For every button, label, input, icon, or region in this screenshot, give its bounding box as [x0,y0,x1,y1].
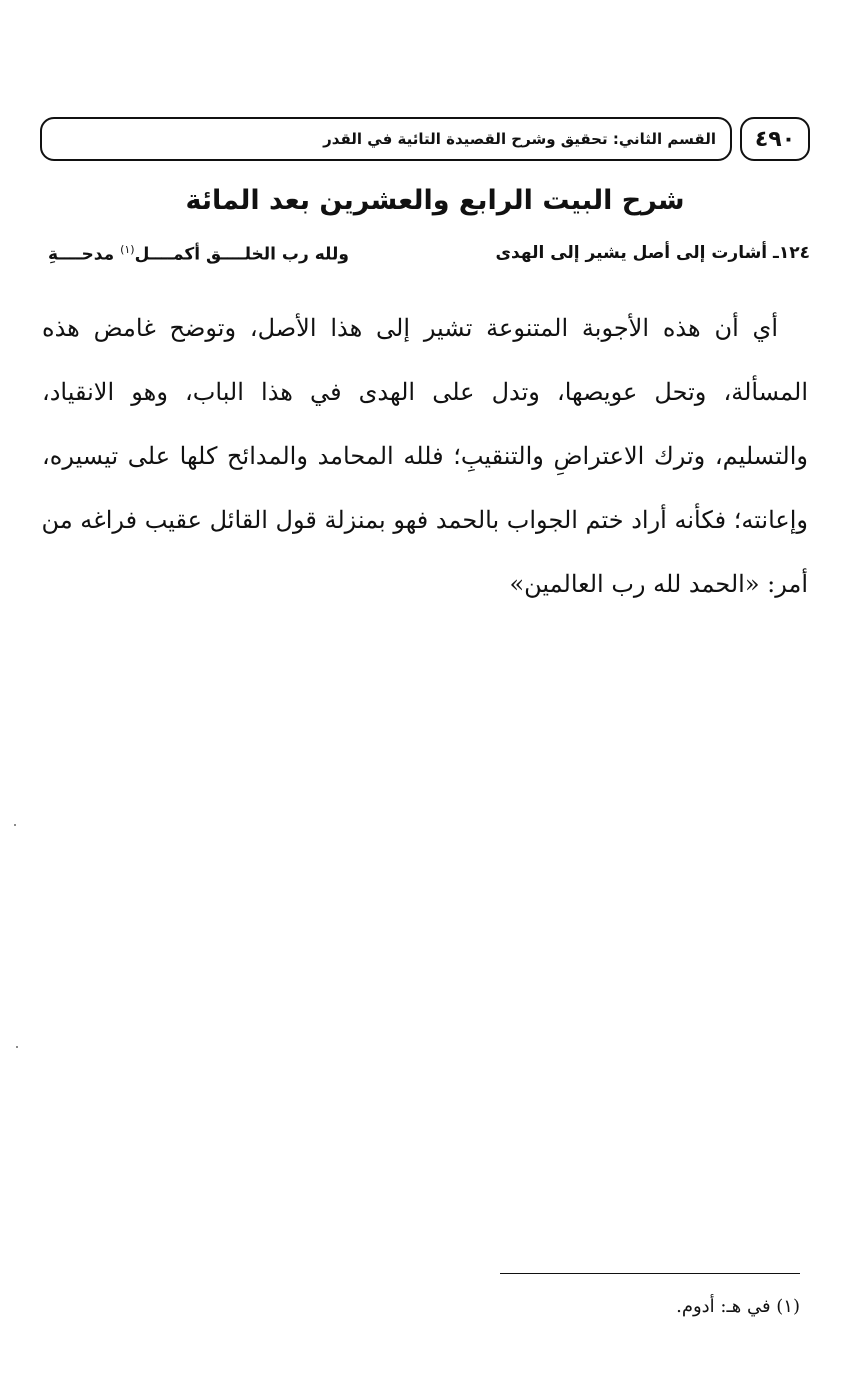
verse-first-hemistich [495,243,810,263]
body-line: وإعانته؛ فكأنه أراد ختم الجواب بالحمد فهو بمنزلة قول القائل عقيب فراغه من [41,506,808,534]
page-number: ٤٩٠ [754,126,796,152]
verse-second-hemistich-text: ولله رب الخلــــق أكمــــل [134,244,349,265]
footnote-divider [500,1273,800,1274]
body-paragraph [42,296,808,616]
page-header [40,117,812,165]
body-line: أي أن هذه الأجوبة المتنوعة تشير إلى هذا الأصل، وتوضح غامض هذه [42,314,778,342]
footnote: (١) في هـ: أدوم. [676,1296,800,1317]
body-line: والتسليم، وترك الاعتراضِ والتنقيبِ؛ فلله المحامد والمدائح كلها على تيسيره، [42,442,809,470]
verse-second-hemistich [48,243,349,265]
verse-first-hemistich-text: أشارت إلى أصل يشير إلى الهدى [495,243,768,263]
footnote-marker: (١) [120,243,135,256]
verse-line [48,243,810,275]
scan-speck [14,824,16,826]
verse-number: ١٢٤ـ [773,243,810,263]
running-title: القسم الثاني: تحقيق وشرح القصيدة التائية في القدر [323,130,716,148]
page-number-box [740,117,810,161]
section-heading: شرح البيت الرابع والعشرين بعد المائة [185,185,685,216]
verse-second-hemistich-end: مدحــــةِ [48,244,115,265]
running-title-box [40,117,732,161]
body-line: المسألة، وتحل عويصها، وتدل على الهدى في هذا الباب، وهو الانقياد، [42,378,808,406]
scan-speck [16,1046,18,1048]
body-line: أمر: «الحمد لله رب العالمين» [509,570,808,598]
